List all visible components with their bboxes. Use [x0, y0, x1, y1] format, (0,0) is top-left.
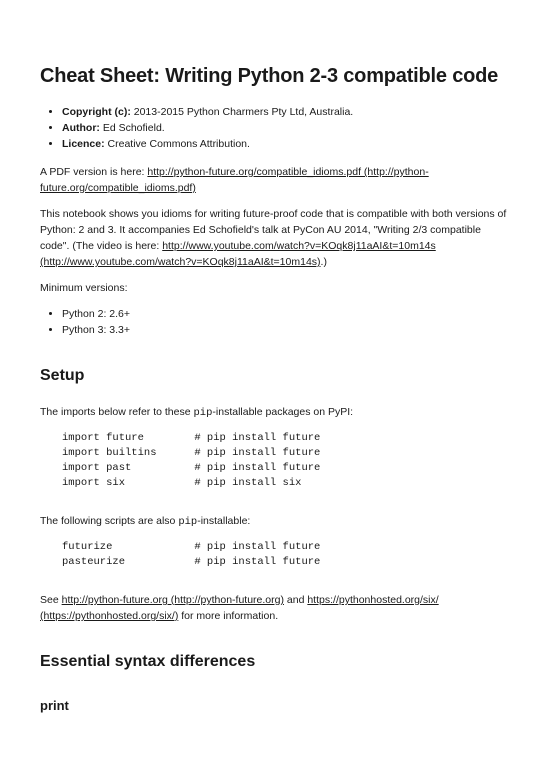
scripts-code-block: futurize # pip install future pasteurize # pip install future [62, 541, 321, 568]
version-item-py3: • Python 3: 3.3+ [62, 322, 512, 338]
see-paragraph: See http://python-future.org (http://python-future.org) and https://pythonhosted.org/six/ (https://pythonhosted.org/six/) for more information. [40, 594, 439, 622]
meta-copyright: • Copyright (c): 2013-2015 Python Charmers Pty Ltd, Australia. [62, 104, 512, 120]
scripts-intro: The following scripts are also pip-installable: [40, 515, 251, 528]
version-item-py2: • Python 2: 2.6+ [62, 306, 512, 322]
meta-author: • Author: Ed Schofield. [62, 120, 512, 136]
video-link[interactable]: http://www.youtube.com/watch?v=KOqk8j11aAI&t=10m14s (http://www.youtube.com/watch?v=KOqk8j11aAI&t=10m14s) [40, 240, 436, 268]
six-link[interactable]: https://pythonhosted.org/six/ (https://pythonhosted.org/six/) [40, 594, 439, 622]
pdf-paragraph: A PDF version is here: http://python-future.org/compatible_idioms.pdf (http://python-future.org/compatible_idioms.pdf) [40, 166, 429, 194]
python-future-link[interactable]: http://python-future.org (http://python-future.org) [61, 594, 284, 606]
imports-intro: The imports below refer to these pip-installable packages on PyPI: [40, 406, 354, 419]
essential-heading: Essential syntax differences [40, 653, 256, 670]
imports-code-block: import future # pip install future import builtins # pip install future import past # pip install future import six # pip install six [62, 432, 321, 489]
meta-licence: • Licence: Creative Commons Attribution. [62, 136, 512, 152]
min-versions-label: Minimum versions: [40, 282, 128, 294]
notebook-paragraph: This notebook shows you idioms for writing future-proof code that is compatible with both versions of Python: 2 and 3. It accompanies Ed Schofield's talk at PyCon AU 2014, "Writing 2/3 compatible code". (The video is here: http://www.youtube.com/watch?v=KOqk8j11aAI&t=10m14s (http://www.youtube.com/watch?v=KOqk8j11aAI&t=10m14s).) [40, 208, 507, 268]
setup-heading: Setup [40, 367, 85, 384]
pdf-link[interactable]: http://python-future.org/compatible_idioms.pdf (http://python-future.org/compatible_idioms.pdf) [40, 166, 429, 194]
print-subheading: print [40, 698, 69, 713]
page-title: Cheat Sheet: Writing Python 2-3 compatible code [40, 65, 499, 87]
min-versions-list [40, 306, 512, 338]
document-page [40, 64, 512, 714]
meta-list [40, 104, 512, 152]
